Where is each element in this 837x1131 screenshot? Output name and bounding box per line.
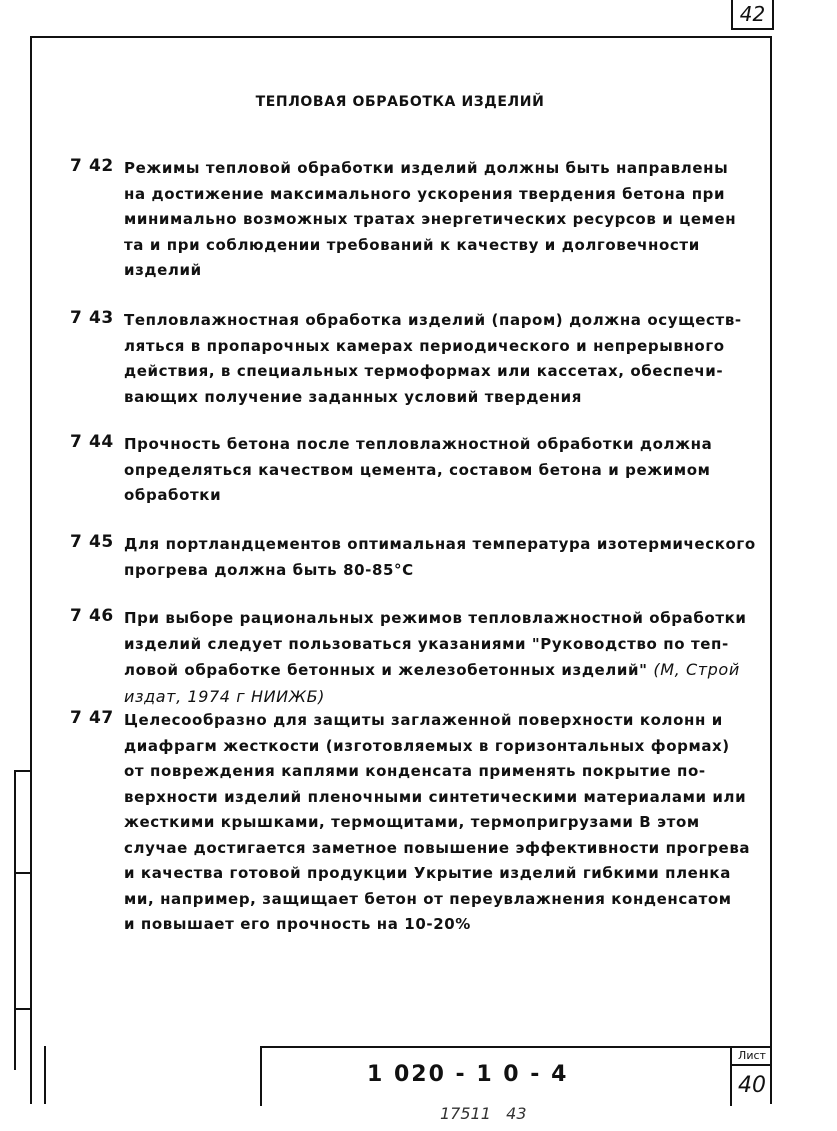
text-line-with-ref (124, 657, 754, 684)
text-line: Прочность бетона после тепловлажностной обработки должна (124, 435, 713, 453)
left-margin-line (14, 770, 16, 1070)
footer-inventory-number: 17511 43 (440, 1104, 527, 1123)
text-line: жесткими крышками, термощитами, термопригрузами В этом (124, 813, 700, 831)
document-title: ТЕПЛОВАЯ ОБРАБОТКА ИЗДЕЛИЙ (255, 94, 545, 110)
text-line: прогрева должна быть 80-85°С (124, 560, 414, 579)
section-number: 7 45 (70, 532, 114, 552)
text-line: При выборе рациональных режимов тепловлажностной обработки (124, 609, 747, 627)
text-line: на достижение максимального ускорения твердения бетона при (124, 184, 726, 203)
sheet-number: 40 (730, 1066, 772, 1106)
text-line: ми, например, защищает бетон от переувлажнения конденсатом (124, 889, 732, 908)
section-text (124, 156, 754, 284)
section-number: 7 46 (70, 606, 114, 626)
text-line: диафрагм жесткости (изготовляемых в горизонтальных формах) (124, 736, 730, 755)
text-line: Для портландцементов оптимальная температура изотермического (124, 535, 756, 553)
text-fragment: ловой обработке бетонных и железобетонных изделий" (124, 661, 648, 679)
section-text (124, 308, 754, 410)
section-text (124, 532, 754, 583)
text-line: от повреждения каплями конденсата применять покрытие по- (124, 762, 706, 780)
text-line: ляться в пропарочных камерах периодического и непрерывного (124, 336, 725, 355)
text-line: минимально возможных тратах энергетических ресурсов и цемен (124, 210, 737, 228)
text-line: действия, в специальных термоформах или кассетах, обеспечи- (124, 362, 724, 380)
text-line: определяться качеством цемента, составом бетона и режимом (124, 460, 711, 479)
document-code: 1 020 - 1 0 - 4 (367, 1062, 569, 1087)
text-line: и качества готовой продукции Укрытие изделий гибкими пленка (124, 864, 731, 882)
text-line: изделий следует пользоваться указаниями "Руководство по теп- (124, 634, 729, 653)
section-number: 7 44 (70, 432, 114, 452)
left-margin-tick (14, 770, 32, 772)
text-line: обработки (124, 486, 222, 504)
text-line: Режимы тепловой обработки изделий должны быть направлены (124, 159, 729, 177)
left-margin-stub (44, 1046, 46, 1104)
reference-year: издат, 1974 г НИИЖБ) (124, 686, 325, 706)
text-line: случае достигается заметное повышение эффективности прогрева (124, 838, 751, 857)
section-number: 7 47 (70, 708, 114, 728)
text-line: и повышает его прочность на 10-20% (124, 915, 471, 933)
text-line: изделий (124, 261, 202, 279)
text-line: та и при соблюдении требований к качеству и долговечности (124, 235, 700, 254)
reference-publisher: (М, Строй (653, 660, 740, 679)
section-number: 7 43 (70, 308, 114, 328)
left-margin-tick (14, 1008, 32, 1010)
text-line: вающих получение заданных условий твердения (124, 387, 583, 406)
sheet-label: Лист (730, 1048, 772, 1066)
section-text (124, 708, 754, 938)
left-margin-tick (14, 872, 32, 874)
title-block (260, 1046, 772, 1106)
text-line: Целесообразно для защиты заглаженной поверхности колонн и (124, 711, 723, 729)
text-line: Тепловлажностная обработка изделий (паром) должна осуществ- (124, 311, 742, 329)
section-text (124, 432, 754, 509)
section-text (124, 606, 754, 709)
text-line: верхности изделий пленочными синтетическими материалами или (124, 787, 747, 806)
section-number: 7 42 (70, 156, 114, 176)
top-page-number: 42 (731, 0, 774, 30)
